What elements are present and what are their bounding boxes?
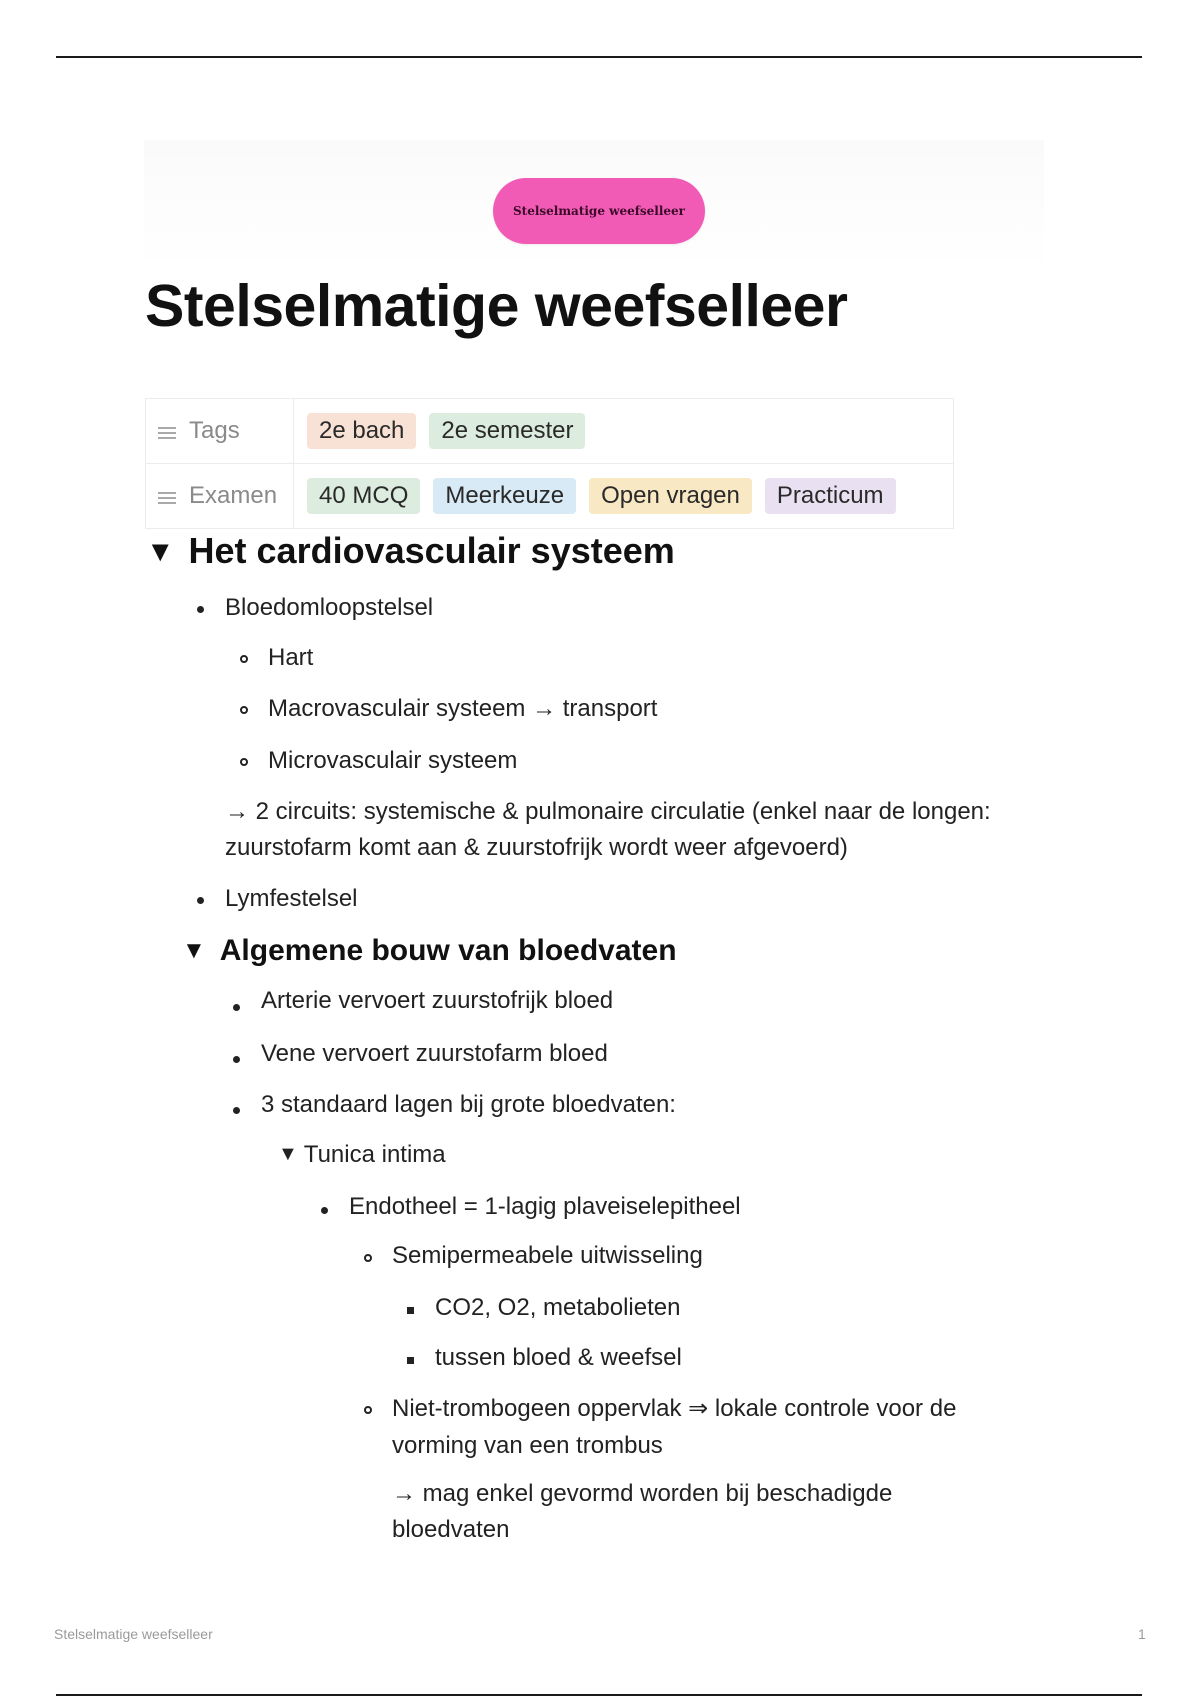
list-item: Lymfestelsel <box>225 885 358 912</box>
toggle-heading-cardio[interactable] <box>146 530 675 572</box>
paragraph-line: bloedvaten <box>392 1516 510 1543</box>
list-item: Endotheel = 1-lagig plaveiselepitheel <box>349 1193 741 1220</box>
bullet-icon <box>233 1107 240 1114</box>
property-key-label: Examen <box>189 482 278 509</box>
list-item: Arterie vervoert zuurstofrijk bloed <box>261 987 614 1014</box>
page-title: Stelselmatige weefselleer <box>145 273 848 339</box>
list-icon <box>158 424 176 442</box>
list-item: Niet-trombogeen oppervlak ⇒ lokale controle voor de <box>392 1395 957 1422</box>
list-item: Bloedomloopstelsel <box>225 594 434 621</box>
paragraph-line: → 2 circuits: systemische & pulmonaire circulatie (enkel naar de longen: <box>225 798 991 825</box>
bullet-icon <box>233 1056 240 1063</box>
bullet-icon <box>233 1004 240 1011</box>
paragraph-line: zuurstofarm komt aan & zuurstofrijk wordt weer afgevoerd) <box>225 834 848 861</box>
heading-text: Algemene bouw van bloedvaten <box>219 934 677 967</box>
property-row-tags <box>146 399 953 464</box>
property-values[interactable] <box>294 464 896 528</box>
tag-chip[interactable]: Meerkeuze <box>433 478 576 514</box>
toggle-heading-bouw[interactable] <box>182 934 677 968</box>
circle-bullet-icon <box>240 706 248 714</box>
cover-badge: Stelselmatige weefselleer <box>493 178 705 244</box>
tag-chip[interactable]: 40 MCQ <box>307 478 420 514</box>
footer-title: Stelselmatige weefselleer <box>54 1626 213 1642</box>
list-item: Hart <box>268 644 314 671</box>
tag-chip[interactable]: 2e semester <box>429 413 585 449</box>
toggle-tunica-intima[interactable] <box>278 1137 446 1174</box>
square-bullet-icon <box>407 1307 414 1314</box>
square-bullet-icon <box>407 1357 414 1364</box>
property-row-examen <box>146 464 953 528</box>
triangle-down-icon[interactable]: ▼ <box>182 937 206 964</box>
bullet-icon <box>197 897 204 904</box>
page-number: 1 <box>1138 1626 1146 1642</box>
property-values[interactable] <box>294 399 585 463</box>
list-item: Semipermeabele uitwisseling <box>392 1242 703 1269</box>
paragraph-line: → mag enkel gevormd worden bij beschadigde <box>392 1480 893 1507</box>
circle-bullet-icon <box>240 655 248 663</box>
circle-bullet-icon <box>240 758 248 766</box>
tag-chip[interactable]: Open vragen <box>589 478 752 514</box>
bottom-rule <box>56 1694 1142 1696</box>
heading-text: Het cardiovasculair systeem <box>188 530 675 571</box>
circle-bullet-icon <box>364 1406 372 1414</box>
properties-table <box>145 398 954 529</box>
bullet-icon <box>321 1207 328 1214</box>
list-item: Microvasculair systeem <box>268 747 518 774</box>
triangle-down-icon[interactable]: ▼ <box>278 1143 298 1165</box>
property-key[interactable] <box>146 464 294 528</box>
list-item: CO2, O2, metabolieten <box>435 1294 681 1321</box>
list-item: tussen bloed & weefsel <box>435 1344 682 1371</box>
list-item: Vene vervoert zuurstofarm bloed <box>261 1040 608 1067</box>
list-item: Macrovasculair systeem → transport <box>268 695 658 722</box>
list-item-continuation: vorming van een trombus <box>392 1432 663 1459</box>
property-key-label: Tags <box>189 417 240 444</box>
toggle-text: Tunica intima <box>303 1141 446 1168</box>
top-rule <box>56 56 1142 58</box>
list-item: 3 standaard lagen bij grote bloedvaten: <box>261 1091 676 1118</box>
tag-chip[interactable]: Practicum <box>765 478 896 514</box>
property-key[interactable] <box>146 399 294 463</box>
circle-bullet-icon <box>364 1254 372 1262</box>
triangle-down-icon[interactable]: ▼ <box>146 536 175 568</box>
bullet-icon <box>197 606 204 613</box>
list-icon <box>158 489 176 507</box>
tag-chip[interactable]: 2e bach <box>307 413 416 449</box>
